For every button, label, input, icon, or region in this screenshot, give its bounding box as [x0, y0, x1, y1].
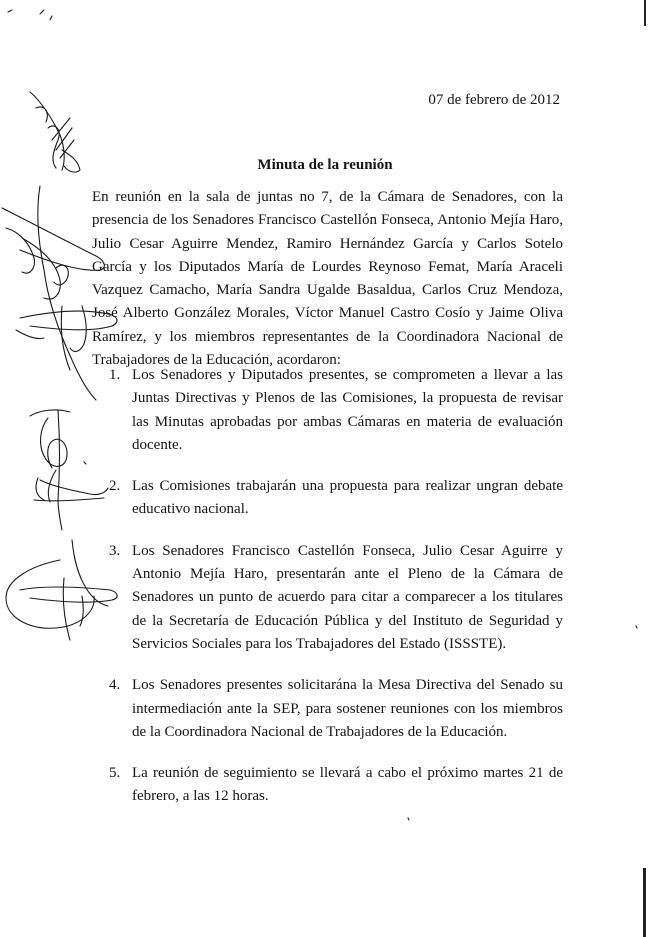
document-title: Minuta de la reunión — [257, 157, 393, 173]
list-item — [92, 762, 563, 809]
item-text: Los Senadores y Diputados presentes, se comprometen a llevar a las Juntas Directivas y Plenos de las Comisiones, la propuesta de revisar las Minutas aprobadas por ambas Cámaras en materia de evaluación docente. — [132, 367, 563, 453]
list-item — [92, 475, 563, 522]
item-number: 3. — [109, 542, 121, 559]
item-text: La reunión de seguimiento se llevará a cabo el próximo martes 21 de febrero, a las 12 horas. — [132, 765, 563, 805]
list-item — [92, 540, 563, 656]
item-text: Las Comisiones trabajarán una propuesta para realizar ungran debate educativo nacional. — [132, 478, 563, 518]
list-item — [92, 364, 563, 457]
right-edge-mark-top — [644, 0, 646, 26]
speck-2 — [408, 818, 409, 820]
document-date: 07 de febrero de 2012 — [428, 92, 560, 108]
item-number: 4. — [109, 677, 121, 694]
speck — [84, 462, 86, 464]
item-number: 2. — [109, 478, 121, 495]
item-text: Los Senadores Francisco Castellón Fonseca, Julio Cesar Aguirre y Antonio Mejía Haro, presentarán ante el Pleno de la Cámara de Senadores un punto de acuerdo para citar a comparecer a los titulares de la Secretaría de Educación Pública y del Instituto de Seguridad y Servicios Sociales para los Trabajadores del Estado (ISSSTE). — [132, 542, 563, 652]
item-text: Los Senadores presentes solicitarána la Mesa Directiva del Senado su intermediación ante la SEP, para sostener reuniones con los miembros de la Coordinadora Nacional de Trabajadores de la Educación. — [132, 677, 563, 740]
item-number: 5. — [109, 765, 121, 782]
right-edge-mark-bottom — [643, 868, 646, 937]
item-number: 1. — [109, 367, 121, 383]
corner-specks — [8, 10, 52, 20]
intro-paragraph: En reunión en la sala de juntas no 7, de la Cámara de Senadores, con la presencia de los Senadores Francisco Castellón Fonseca, Antonio Mejía Haro, Julio Cesar Aguirre Mendez, Ramiro Hernández García y Carlos Sotelo García y los Diputados María de Lourdes Reynoso Femat, María Araceli Vazquez Camacho, María Sandra Ugalde Basaldua, Carlos Cruz Mendoza, José Alberto González Morales, Víctor Manuel Castro Cosío y Jaime Oliva Ramírez, y los miembros representantes de la Coordinadora Nacional de Trabajadores de la Educación, acordaron: — [92, 189, 563, 369]
list-item — [92, 674, 563, 744]
speck-3 — [636, 626, 637, 628]
agreement-list — [92, 364, 563, 809]
